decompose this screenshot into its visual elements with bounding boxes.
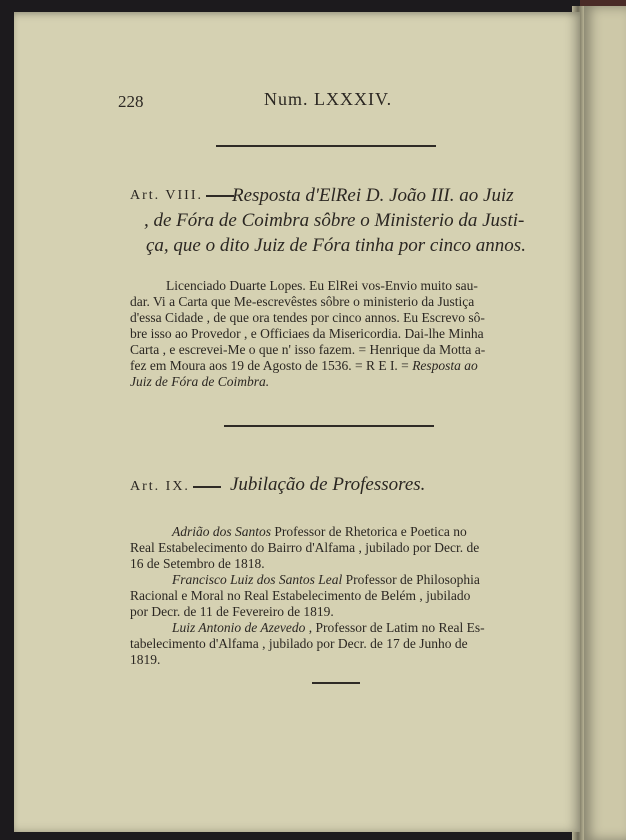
header-rule xyxy=(216,145,436,147)
art-8-body-line: bre isso ao Provedor , e Officiaes da Misericordia. Dai-lhe Minha xyxy=(130,326,484,341)
section-rule xyxy=(224,425,434,427)
entry-3-line-3: 1819. xyxy=(130,652,161,667)
entry-3-name: Luiz Antonio de Azevedo xyxy=(172,620,306,635)
entry-2-line-2: Racional e Moral no Real Estabelecimento de Belém , jubilado xyxy=(130,588,471,603)
art-8-body-italic: Resposta ao xyxy=(412,358,478,373)
entry-1-line-3: 16 de Setembro de 1818. xyxy=(130,556,265,571)
entry-2-line-1 xyxy=(172,572,480,588)
art-9-title: Jubilação de Professores. xyxy=(230,474,426,495)
art-8-body-line: Licenciado Duarte Lopes. Eu ElRei vos-Envio muito sau- xyxy=(166,278,478,293)
entry-3-line-1 xyxy=(172,620,485,636)
book-page xyxy=(14,12,580,832)
art-9-label: Art. IX. xyxy=(130,479,190,494)
art-8-body-line xyxy=(130,358,478,374)
entry-1-name: Adrião dos Santos xyxy=(172,524,272,539)
facing-page-edge xyxy=(582,6,626,840)
entry-1-text: Professor de Rhetorica e Poetica no xyxy=(271,524,467,539)
art-8-title-line-2: , de Fóra de Coimbra sôbre o Ministerio da Justi- xyxy=(144,210,525,231)
heading-dash xyxy=(206,195,234,197)
art-8-heading xyxy=(130,188,236,204)
entry-3-text: , Professor de Latim no Real Es- xyxy=(305,620,485,635)
entry-1-line-1 xyxy=(172,524,467,540)
art-8-body-line: Carta , e escrevei-Me o que n' isso fazem. = Henrique da Motta a- xyxy=(130,342,486,357)
art-8-body-line: d'essa Cidade , de que ora tendes por cinco annos. Eu Escrevo sô- xyxy=(130,310,485,325)
art-8-title-line-1: Resposta d'ElRei D. João III. ao Juiz xyxy=(232,185,514,206)
art-9-heading xyxy=(130,479,223,495)
heading-dash xyxy=(193,486,221,488)
entry-2-line-3: por Decr. de 11 de Fevereiro de 1819. xyxy=(130,604,334,619)
art-8-label: Art. VIII. xyxy=(130,188,204,203)
entry-2-name: Francisco Luiz dos Santos Leal xyxy=(172,572,343,587)
art-8-title-line-3: ça, que o dito Juiz de Fóra tinha por cinco annos. xyxy=(146,235,526,256)
running-head: Num. LXXXIV. xyxy=(264,89,393,109)
entry-1-line-2: Real Estabelecimento do Bairro d'Alfama , jubilado por Decr. de xyxy=(130,540,480,555)
entry-3-line-2: tabelecimento d'Alfama , jubilado por Decr. de 17 de Junho de xyxy=(130,636,468,651)
end-rule xyxy=(312,682,360,684)
page-number: 228 xyxy=(118,92,144,111)
art-8-body-last-line: Juiz de Fóra de Coimbra. xyxy=(130,374,270,389)
art-8-body-text: fez em Moura aos 19 de Agosto de 1536. = R E I. = xyxy=(130,358,413,373)
entry-2-text: Professor de Philosophia xyxy=(342,572,480,587)
art-8-body-line: dar. Vi a Carta que Me-escrevêstes sôbre o ministerio da Justiça xyxy=(130,294,475,309)
